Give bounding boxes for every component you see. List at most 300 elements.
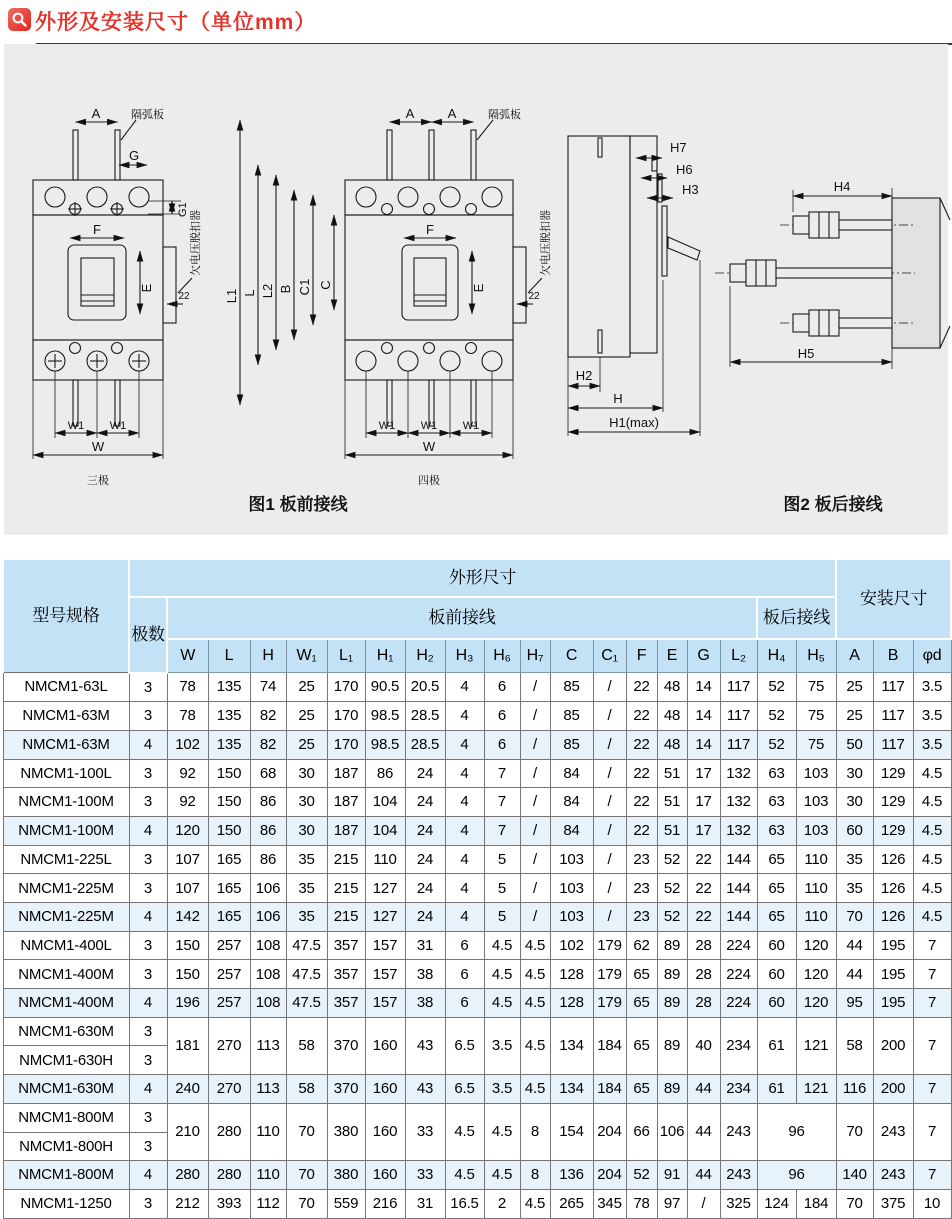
table-cell: 4 <box>445 702 484 731</box>
table-cell: 82 <box>250 702 286 731</box>
table-cell: 85 <box>550 673 593 702</box>
table-cell: 24 <box>405 816 445 845</box>
table-cell: 7 <box>913 1103 951 1160</box>
table-cell: 61 <box>757 1017 796 1074</box>
table-cell: 124 <box>757 1189 796 1218</box>
arc-plate-label: 隔弧板 <box>488 109 521 121</box>
header-install-dims: 安装尺寸 <box>836 559 951 639</box>
table-cell: 243 <box>720 1103 757 1160</box>
table-cell: 559 <box>327 1189 365 1218</box>
table-cell: 70 <box>286 1103 327 1160</box>
col-header: L <box>208 639 250 673</box>
model-cell: NMCM1-100M <box>3 816 129 845</box>
table-cell: 195 <box>873 931 913 960</box>
dim-label-L2: L2 <box>260 283 275 299</box>
table-cell: 120 <box>796 931 836 960</box>
table-cell: 7 <box>913 1161 951 1190</box>
dim-label-H5: H5 <box>797 346 815 361</box>
table-cell: 280 <box>208 1103 250 1160</box>
table-cell: 7 <box>913 1075 951 1104</box>
table-cell: 103 <box>550 874 593 903</box>
table-cell: 3 <box>129 702 167 731</box>
table-cell: 85 <box>550 702 593 731</box>
table-cell: 4 <box>445 816 484 845</box>
table-cell: 22 <box>626 759 657 788</box>
table-cell: 113 <box>250 1017 286 1074</box>
figure1-caption: 图1 板前接线 <box>248 495 348 514</box>
col-header: F <box>626 639 657 673</box>
table-cell: 43 <box>405 1075 445 1104</box>
table-cell: 144 <box>720 903 757 932</box>
table-cell: 108 <box>250 989 286 1018</box>
table-cell: 127 <box>365 874 405 903</box>
table-cell: / <box>593 702 626 731</box>
table-cell: 65 <box>626 1075 657 1104</box>
table-cell: 117 <box>873 673 913 702</box>
magnifier-icon <box>8 8 31 31</box>
table-cell: 23 <box>626 874 657 903</box>
table-cell: 22 <box>626 788 657 817</box>
table-cell: 68 <box>250 759 286 788</box>
table-cell: 7 <box>913 931 951 960</box>
table-cell: 22 <box>687 903 720 932</box>
model-cell: NMCM1-800H <box>3 1132 129 1161</box>
table-cell: 70 <box>836 903 873 932</box>
table-cell: 370 <box>327 1017 365 1074</box>
table-cell: 60 <box>836 816 873 845</box>
dim-label-B: B <box>278 284 293 294</box>
table-cell: 112 <box>250 1189 286 1218</box>
dim-label-A: A <box>447 106 457 121</box>
table-cell: 128 <box>550 960 593 989</box>
col-header: H₄ <box>757 639 796 673</box>
table-cell: / <box>593 903 626 932</box>
table-cell: 3 <box>129 1046 167 1075</box>
table-cell: 35 <box>286 874 327 903</box>
table-cell: 212 <box>167 1189 208 1218</box>
table-cell: 89 <box>657 1017 687 1074</box>
table-cell: 5 <box>484 845 520 874</box>
table-cell: 24 <box>405 874 445 903</box>
table-cell: 243 <box>873 1103 913 1160</box>
table-cell: 14 <box>687 673 720 702</box>
table-cell: 4.5 <box>520 1189 550 1218</box>
table-cell: 43 <box>405 1017 445 1074</box>
table-cell: 3.5 <box>913 730 951 759</box>
model-cell: NMCM1-800M <box>3 1103 129 1132</box>
col-header: A <box>836 639 873 673</box>
table-cell: / <box>520 816 550 845</box>
table-cell: 3 <box>129 1132 167 1161</box>
table-cell: 3.5 <box>913 702 951 731</box>
table-cell: 144 <box>720 845 757 874</box>
table-cell: / <box>593 673 626 702</box>
table-cell: 4.5 <box>520 1075 550 1104</box>
col-header: W₁ <box>286 639 327 673</box>
table-cell: 216 <box>365 1189 405 1218</box>
table-cell: 84 <box>550 788 593 817</box>
table-cell: 63 <box>757 759 796 788</box>
table-cell: 6 <box>445 989 484 1018</box>
table-cell: 82 <box>250 730 286 759</box>
header-poles: 极数 <box>129 597 167 673</box>
table-cell: 4.5 <box>484 960 520 989</box>
table-cell: 4 <box>445 845 484 874</box>
table-cell: 7 <box>484 788 520 817</box>
table-cell: 157 <box>365 989 405 1018</box>
col-header: H₂ <box>405 639 445 673</box>
table-cell: 195 <box>873 989 913 1018</box>
dim-label-G1: G1 <box>177 202 189 217</box>
table-cell: 150 <box>208 816 250 845</box>
table-cell: 38 <box>405 960 445 989</box>
table-cell: 4.5 <box>484 989 520 1018</box>
table-cell: 44 <box>836 960 873 989</box>
header-front-wiring: 板前接线 <box>167 597 757 639</box>
model-cell: NMCM1-400M <box>3 960 129 989</box>
dim-label-L: L <box>242 289 257 297</box>
table-cell: 200 <box>873 1017 913 1074</box>
undervoltage-label: 欠电压脱扣器 <box>190 210 202 276</box>
table-cell: 257 <box>208 931 250 960</box>
table-cell: 4.5 <box>484 931 520 960</box>
table-cell: 28 <box>687 989 720 1018</box>
table-cell: 24 <box>405 903 445 932</box>
table-cell: 135 <box>208 702 250 731</box>
table-cell: 7 <box>484 816 520 845</box>
table-cell: 62 <box>626 931 657 960</box>
table-cell: 35 <box>836 845 873 874</box>
table-cell: 103 <box>796 788 836 817</box>
table-cell: / <box>520 903 550 932</box>
table-cell: 160 <box>365 1075 405 1104</box>
table-cell: 52 <box>757 673 796 702</box>
table-cell: 75 <box>796 673 836 702</box>
table-row <box>3 1189 951 1218</box>
table-cell: 110 <box>796 903 836 932</box>
table-cell: 117 <box>873 730 913 759</box>
table-cell: 58 <box>286 1075 327 1104</box>
table-cell: 3.5 <box>484 1017 520 1074</box>
table-cell: 4.5 <box>913 788 951 817</box>
table-cell: 117 <box>720 702 757 731</box>
table-cell: 170 <box>327 730 365 759</box>
model-cell: NMCM1-630H <box>3 1046 129 1075</box>
table-cell: 4.5 <box>913 816 951 845</box>
table-cell: 132 <box>720 816 757 845</box>
table-cell: 5 <box>484 874 520 903</box>
table-cell: 4.5 <box>445 1161 484 1190</box>
col-header: C₁ <box>593 639 626 673</box>
table-cell: 370 <box>327 1075 365 1104</box>
table-cell: 3 <box>129 673 167 702</box>
dim-label-H6: H6 <box>676 162 693 177</box>
model-cell: NMCM1-400L <box>3 931 129 960</box>
table-cell: 61 <box>757 1075 796 1104</box>
table-cell: 187 <box>327 816 365 845</box>
table-cell: 47.5 <box>286 960 327 989</box>
table-cell: 90.5 <box>365 673 405 702</box>
table-cell: 4 <box>445 788 484 817</box>
dimension-table <box>2 558 952 1219</box>
table-cell: 117 <box>720 730 757 759</box>
table-cell: 108 <box>250 960 286 989</box>
table-cell: 65 <box>626 960 657 989</box>
table-cell: 86 <box>365 759 405 788</box>
table-cell: 181 <box>167 1017 208 1074</box>
table-cell: 52 <box>757 702 796 731</box>
dim-label-G: G <box>128 148 140 163</box>
model-cell: NMCM1-63L <box>3 673 129 702</box>
table-cell: 187 <box>327 788 365 817</box>
table-cell: 127 <box>365 903 405 932</box>
table-cell: 110 <box>796 874 836 903</box>
table-cell: 96 <box>757 1103 836 1160</box>
table-cell: 142 <box>167 903 208 932</box>
table-cell: / <box>593 874 626 903</box>
table-cell: 2 <box>484 1189 520 1218</box>
table-cell: 224 <box>720 931 757 960</box>
table-cell: 117 <box>720 673 757 702</box>
table-row <box>3 730 951 759</box>
table-cell: 4.5 <box>913 759 951 788</box>
table-cell: 243 <box>873 1161 913 1190</box>
table-cell: 117 <box>873 702 913 731</box>
table-cell: 103 <box>796 816 836 845</box>
table-row <box>3 1103 951 1132</box>
table-cell: 47.5 <box>286 989 327 1018</box>
table-cell: 4.5 <box>445 1103 484 1160</box>
table-cell: 35 <box>286 903 327 932</box>
table-cell: 4 <box>445 673 484 702</box>
table-cell: 4 <box>445 903 484 932</box>
table-cell: 3 <box>129 960 167 989</box>
table-cell: 200 <box>873 1075 913 1104</box>
table-cell: 7 <box>484 759 520 788</box>
table-row <box>3 788 951 817</box>
table-cell: 60 <box>757 931 796 960</box>
table-cell: 20.5 <box>405 673 445 702</box>
table-cell: 31 <box>405 1189 445 1218</box>
table-cell: 8 <box>520 1103 550 1160</box>
dim-label-H2: H2 <box>575 368 593 383</box>
dim-label-A: A <box>405 106 415 121</box>
table-cell: 4 <box>129 730 167 759</box>
table-cell: 257 <box>208 960 250 989</box>
table-cell: 3 <box>129 874 167 903</box>
table-cell: 102 <box>550 931 593 960</box>
table-cell: 107 <box>167 874 208 903</box>
table-cell: 179 <box>593 989 626 1018</box>
table-cell: 184 <box>796 1189 836 1218</box>
table-cell: 50 <box>836 730 873 759</box>
table-cell: 4.5 <box>520 960 550 989</box>
table-cell: 17 <box>687 816 720 845</box>
table-row <box>3 1075 951 1104</box>
table-cell: 357 <box>327 989 365 1018</box>
table-cell: 357 <box>327 960 365 989</box>
table-cell: 4.5 <box>484 1103 520 1160</box>
model-cell: NMCM1-800M <box>3 1161 129 1190</box>
table-cell: 25 <box>286 730 327 759</box>
table-cell: 121 <box>796 1017 836 1074</box>
table-cell: 98.5 <box>365 702 405 731</box>
table-cell: 24 <box>405 788 445 817</box>
table-cell: 58 <box>836 1017 873 1074</box>
table-cell: 345 <box>593 1189 626 1218</box>
col-header: φd <box>913 639 951 673</box>
table-cell: 3 <box>129 1189 167 1218</box>
table-cell: 126 <box>873 903 913 932</box>
table-cell: 89 <box>657 960 687 989</box>
table-cell: 65 <box>757 874 796 903</box>
table-cell: 78 <box>626 1189 657 1218</box>
col-header: H <box>250 639 286 673</box>
table-cell: 65 <box>757 845 796 874</box>
table-cell: 179 <box>593 931 626 960</box>
table-row <box>3 702 951 731</box>
table-cell: 40 <box>687 1017 720 1074</box>
table-cell: 86 <box>250 845 286 874</box>
table-cell: 129 <box>873 816 913 845</box>
dim-label-F: F <box>93 222 101 237</box>
table-cell: 157 <box>365 960 405 989</box>
model-cell: NMCM1-400M <box>3 989 129 1018</box>
table-cell: 325 <box>720 1189 757 1218</box>
table-cell: 7 <box>913 960 951 989</box>
table-cell: 8 <box>520 1161 550 1190</box>
table-row <box>3 845 951 874</box>
table-cell: 224 <box>720 960 757 989</box>
table-cell: 3 <box>129 1017 167 1046</box>
table-cell: 144 <box>720 874 757 903</box>
table-cell: 25 <box>286 673 327 702</box>
table-cell: 51 <box>657 816 687 845</box>
table-cell: 210 <box>167 1103 208 1160</box>
table-cell: 92 <box>167 788 208 817</box>
table-cell: 110 <box>250 1103 286 1160</box>
table-cell: 66 <box>626 1103 657 1160</box>
table-cell: 4.5 <box>484 1161 520 1190</box>
table-cell: 380 <box>327 1161 365 1190</box>
table-cell: 116 <box>836 1075 873 1104</box>
table-cell: 89 <box>657 989 687 1018</box>
table-cell: 70 <box>836 1103 873 1160</box>
table-cell: 65 <box>626 989 657 1018</box>
table-cell: 157 <box>365 931 405 960</box>
dim-label-C1: C1 <box>297 278 312 296</box>
table-cell: / <box>520 702 550 731</box>
table-cell: 47.5 <box>286 931 327 960</box>
table-cell: / <box>593 816 626 845</box>
table-cell: 4 <box>129 1075 167 1104</box>
dim-label-W1: W1 <box>378 420 396 432</box>
dim-label-22: 22 <box>178 291 190 302</box>
table-cell: 103 <box>550 845 593 874</box>
table-cell: 6 <box>445 960 484 989</box>
table-cell: 160 <box>365 1017 405 1074</box>
model-cell: NMCM1-63M <box>3 730 129 759</box>
table-cell: 52 <box>657 903 687 932</box>
table-cell: 84 <box>550 816 593 845</box>
table-cell: 380 <box>327 1103 365 1160</box>
figure1-three-pole-drawing <box>33 120 192 459</box>
dim-label-L1: L1 <box>224 288 239 304</box>
table-cell: 14 <box>687 730 720 759</box>
table-cell: 60 <box>757 989 796 1018</box>
table-cell: 170 <box>327 702 365 731</box>
table-cell: 107 <box>167 845 208 874</box>
table-cell: 52 <box>757 730 796 759</box>
table-cell: 3 <box>129 788 167 817</box>
table-cell: 44 <box>687 1103 720 1160</box>
table-cell: 70 <box>836 1189 873 1218</box>
table-cell: 33 <box>405 1161 445 1190</box>
table-cell: 70 <box>286 1161 327 1190</box>
table-cell: 4 <box>445 874 484 903</box>
table-cell: 28.5 <box>405 730 445 759</box>
table-cell: 120 <box>796 989 836 1018</box>
dim-label-22: 22 <box>528 291 540 302</box>
table-cell: 70 <box>286 1189 327 1218</box>
table-cell: 22 <box>626 673 657 702</box>
dim-label-W: W <box>91 439 105 454</box>
table-cell: 6 <box>445 931 484 960</box>
table-cell: 136 <box>550 1161 593 1190</box>
table-cell: 234 <box>720 1017 757 1074</box>
col-header: L₂ <box>720 639 757 673</box>
table-cell: 30 <box>836 759 873 788</box>
table-cell: 25 <box>836 702 873 731</box>
table-cell: 108 <box>250 931 286 960</box>
table-cell: 22 <box>687 845 720 874</box>
table-cell: 95 <box>836 989 873 1018</box>
table-cell: 91 <box>657 1161 687 1190</box>
table-cell: 51 <box>657 759 687 788</box>
table-cell: 30 <box>286 759 327 788</box>
table-cell: 6 <box>484 730 520 759</box>
table-cell: 132 <box>720 788 757 817</box>
dim-label-H3: H3 <box>682 182 699 197</box>
page-header <box>8 6 952 38</box>
table-row <box>3 874 951 903</box>
dim-label-C: C <box>318 280 333 290</box>
table-cell: 5 <box>484 903 520 932</box>
dim-label-H4: H4 <box>833 179 851 194</box>
table-cell: 25 <box>836 673 873 702</box>
table-cell: 265 <box>550 1189 593 1218</box>
table-cell: 129 <box>873 788 913 817</box>
table-cell: 58 <box>286 1017 327 1074</box>
table-cell: 86 <box>250 816 286 845</box>
three-pole-label: 三极 <box>87 475 109 487</box>
arc-plate-label: 隔弧板 <box>131 109 164 121</box>
diagram-panel <box>4 44 948 535</box>
table-cell: 3 <box>129 1103 167 1132</box>
table-cell: 165 <box>208 903 250 932</box>
table-cell: 165 <box>208 874 250 903</box>
table-cell: 6 <box>484 673 520 702</box>
table-cell: 134 <box>550 1075 593 1104</box>
table-cell: 128 <box>550 989 593 1018</box>
table-cell: / <box>593 730 626 759</box>
table-cell: 4.5 <box>520 1017 550 1074</box>
dim-label-E: E <box>471 283 486 293</box>
table-cell: 52 <box>657 845 687 874</box>
table-cell: / <box>520 673 550 702</box>
model-cell: NMCM1-225M <box>3 874 129 903</box>
table-cell: 102 <box>167 730 208 759</box>
